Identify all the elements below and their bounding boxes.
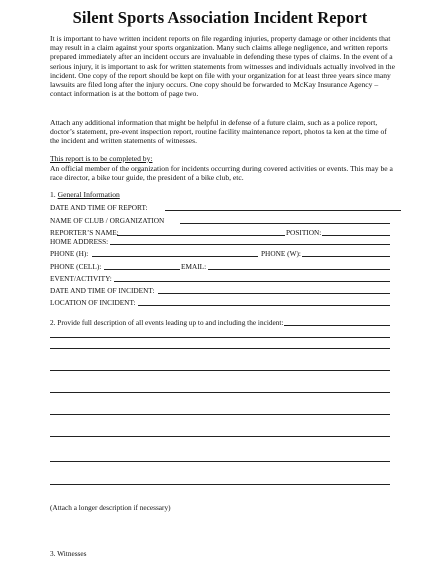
location-incident-label: LOCATION OF INCIDENT: <box>50 298 136 307</box>
email-label: EMAIL: <box>181 262 207 271</box>
reporter-name-field[interactable] <box>117 235 285 236</box>
event-activity-label: EVENT/ACTIVITY: <box>50 274 112 283</box>
section-witnesses-heading: 3. Witnesses <box>50 549 87 558</box>
date-time-report-label: DATE AND TIME OF REPORT: <box>50 203 148 212</box>
phone-work-label: PHONE (W): <box>261 249 301 258</box>
phone-cell-label: PHONE (CELL): <box>50 262 102 271</box>
event-activity-field[interactable] <box>114 281 390 282</box>
location-incident-field[interactable] <box>138 305 390 306</box>
description-line[interactable] <box>50 348 390 349</box>
description-line[interactable] <box>50 484 390 485</box>
description-line[interactable] <box>50 436 390 437</box>
phone-home-field[interactable] <box>92 256 258 257</box>
club-name-label: NAME OF CLUB / ORGANIZATION <box>50 216 165 225</box>
position-label: POSITION: <box>286 228 322 237</box>
phone-cell-field[interactable] <box>104 269 180 270</box>
home-address-label: HOME ADDRESS: <box>50 237 109 246</box>
description-first-line[interactable] <box>284 325 390 326</box>
position-field[interactable] <box>322 235 390 236</box>
section-general-information-heading <box>50 190 120 199</box>
description-prompt: 2. Provide full description of all events leading up to and including the incident: <box>50 318 284 327</box>
date-time-incident-field[interactable] <box>158 293 390 294</box>
section-title: General Information <box>57 190 120 199</box>
reporter-name-label: REPORTER’S NAME: <box>50 228 119 237</box>
date-time-incident-label: DATE AND TIME OF INCIDENT: <box>50 286 155 295</box>
page-title: Silent Sports Association Incident Report <box>72 8 368 27</box>
club-name-field[interactable] <box>180 223 390 224</box>
email-field[interactable] <box>208 269 390 270</box>
section-number: 1. <box>50 190 56 199</box>
description-line[interactable] <box>50 461 390 462</box>
attach-note: (Attach a longer description if necessary) <box>50 503 171 512</box>
attachments-paragraph: Attach any additional information that might be helpful in defense of a future claim, such as a police report, doctor’s statement, pre-event inspection report, routine facility maintenance report, photos ta ken at the time of the incident and written statements of witnesses. <box>50 118 387 146</box>
description-line[interactable] <box>50 337 390 338</box>
intro-paragraph: It is important to have written incident reports on file regarding injuries, property damage or other incidents that may result in a claim against your sports organization. Many such claims allege negligence, and written reports prepared immediately after an incident occurs are invaluable in defending these types of claims. In the event of a serious injury, it is important to ask for written statements from witnesses and individuals actually involved in the incident. One copy of the report should be kept on file with your organization for at least three years since many lawsuits are filed long after the injury occurs. One copy should be forwarded to McKay Insurance Agency – contact information is at the bottom of page two. <box>50 34 395 99</box>
phone-work-field[interactable] <box>302 256 390 257</box>
description-line[interactable] <box>50 414 390 415</box>
description-line[interactable] <box>50 370 390 371</box>
completed-by-paragraph: An official member of the organization for incidents occurring during covered activities or events. This may be a race director, a bike tour guide, the president of a bike club, etc. <box>50 164 393 183</box>
phone-home-label: PHONE (H): <box>50 249 89 258</box>
date-time-report-field[interactable] <box>165 210 401 211</box>
description-line[interactable] <box>50 392 390 393</box>
completed-by-heading: This report is to be completed by: <box>50 154 153 163</box>
home-address-field[interactable] <box>110 244 390 245</box>
